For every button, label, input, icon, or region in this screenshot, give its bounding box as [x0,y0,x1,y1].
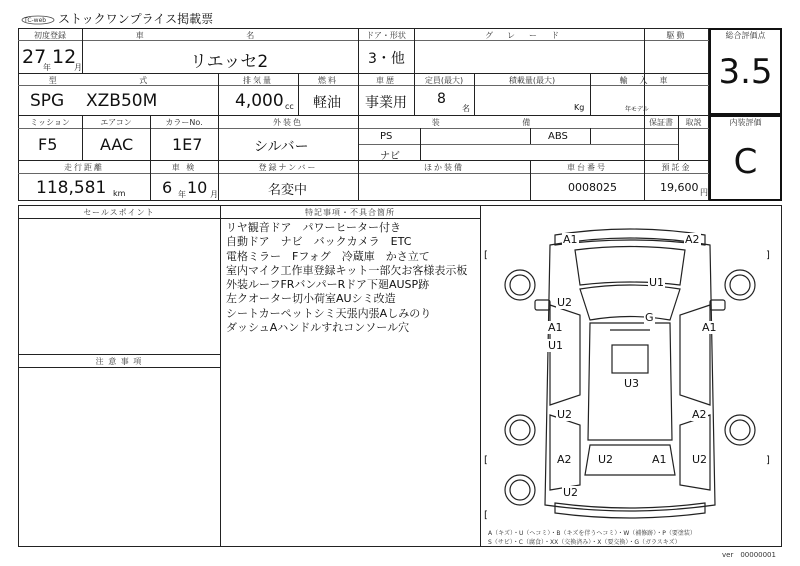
damage-mark: U2 [557,296,573,309]
reg-number-label: 登録ナンバー [258,163,318,172]
equipment-label: 装 備 [431,118,571,127]
capacity-label: 定員(最大) [424,76,464,85]
history-value: 事業用 [365,95,407,111]
warranty-label: 保証書 [649,118,673,127]
damage-mark: U2 [598,453,614,466]
reg-month-unit: 月 [74,63,82,72]
equip-navi: ナビ [380,151,400,162]
note-line: ダッシュAハンドルすれコンソール穴 [226,321,410,335]
history-label: 車歴 [376,76,396,85]
import-label: 輸入車 [619,76,680,85]
recycle-value: 19,600 [660,181,699,194]
reg-month: 12 [52,46,77,68]
aircon-value: AAC [100,135,134,154]
car-damage-diagram [480,205,780,525]
model-label: 型 式 [48,76,188,85]
sales-point-label: セールスポイント [83,208,155,217]
inspection-label: 車 検 [171,163,197,172]
logo [20,10,56,22]
note-line: 左クオーター切小荷室AUシミ改造 [226,292,396,306]
damage-mark: G [645,311,654,324]
load-label: 積載量(最大) [508,76,556,85]
note-line: 外装ルーフFRバンパーRドア下廻AUSP跡 [226,278,430,292]
damage-mark: U1 [649,276,665,289]
fuel-value: 軽油 [313,95,341,111]
load-unit: Kg [574,103,585,112]
note-line: 室内マイク工作車登録キット一部欠お客様表示板 [226,263,468,277]
caution-label: 注 意 事 項 [95,357,143,366]
capacity-unit: 名 [462,104,470,113]
chassis-value: 0008025 [568,181,617,194]
color-no-label: カラーNo. [165,118,203,127]
displacement-label: 排気量 [243,76,273,85]
model-value: SPG [30,91,65,111]
damage-mark: A1 [652,453,667,466]
note-line: リヤ観音ドア パワーヒーター付き [226,221,402,234]
damage-mark: U1 [548,339,564,352]
bracket-left-1: [ [484,250,488,261]
page-title: ストックワンプライス掲載票 [58,12,214,26]
legend-line: S（サビ）・C（腐食）・XX（交換済み）・X（要交換）・G（ガラスキズ） [488,539,681,546]
reg-number-value: 名変中 [268,183,308,198]
damage-mark: U2 [557,408,573,421]
damage-mark: U2 [692,453,708,466]
reg-year: 27 [22,46,47,68]
insp-year-unit: 年 [178,190,186,199]
interior-score-label: 内装評価 [729,118,762,127]
damage-mark: A1 [702,321,717,334]
model-code-value: XZB50M [86,91,158,111]
note-line: シートカーペットシミ天張内張Aしみのり [226,306,432,320]
car-name-label: 車 名 [135,31,305,40]
mission-label: ミッション [30,118,70,127]
door-label: ドア・形状 [366,31,406,40]
note-line: 電格ミラー Fフォグ 冷蔵庫 かさ立て [226,249,430,263]
first-reg-label: 初度登録 [34,31,66,40]
bracket-right-2: ] [766,455,770,466]
fuel-label: 燃料 [318,76,338,85]
exterior-color-label: 外装色 [273,118,303,127]
equip-abs: ABS [548,131,568,142]
bracket-left-2: [ [484,455,488,466]
bracket-left-3: [ [484,510,488,521]
other-equipment-label: ほか装備 [424,163,464,172]
cc-unit: cc [285,102,294,111]
damage-mark: A2 [685,233,700,246]
mileage-value: 118,581 [36,178,107,198]
recycle-label: 預託金 [661,163,692,172]
import-unit: 年モデル [625,106,649,113]
chassis-label: 車台番号 [567,163,607,172]
overall-score-value: 3.5 [718,52,773,92]
damage-mark: U2 [563,486,579,499]
mileage-label: 走行距離 [64,163,104,172]
car-name-value: リエッセ2 [190,52,269,72]
color-value: シルバー [254,139,309,155]
svg-text:TC-web: TC-web [24,17,47,24]
drive-label: 駆動 [666,31,687,40]
damage-mark: A1 [548,321,563,334]
insp-month-unit: 月 [210,190,218,199]
damage-mark: A2 [692,408,707,421]
interior-score-value: C [733,142,758,182]
special-notes-label: 特記事項・不具合箇所 [305,208,395,217]
km-unit: km [113,189,126,198]
capacity-value: 8 [437,91,446,107]
damage-mark: A1 [563,233,578,246]
inspection-year: 6 [162,178,173,197]
mission-value: F5 [38,135,58,154]
legend-line: A（キズ）・U（ヘコミ）・B（キズを伴うヘコミ）・W（補修跡）・P（要塗装） [488,530,696,537]
grade-label: グレード [485,31,573,40]
damage-mark: U3 [624,377,640,390]
equip-ps: PS [380,131,393,142]
damage-mark: A2 [557,453,572,466]
inspection-month: 10 [187,178,208,197]
overall-score-label: 総合評価点 [725,31,766,40]
reg-year-unit: 年 [43,63,51,72]
yen-unit: 円 [700,188,708,197]
door-value: 3・他 [368,51,405,67]
notes-list [226,221,478,335]
displacement-value: 4,000 [235,91,284,111]
manual-label: 取説 [685,118,702,127]
color-no-value: 1E7 [172,135,203,154]
note-line: 自動ドア ナビ バックカメラ ETC [226,235,412,249]
version-text: ver 00000001 [722,551,776,559]
bracket-right-1: ] [766,250,770,261]
aircon-label: エアコン [100,118,132,127]
logo-icon [20,13,56,25]
